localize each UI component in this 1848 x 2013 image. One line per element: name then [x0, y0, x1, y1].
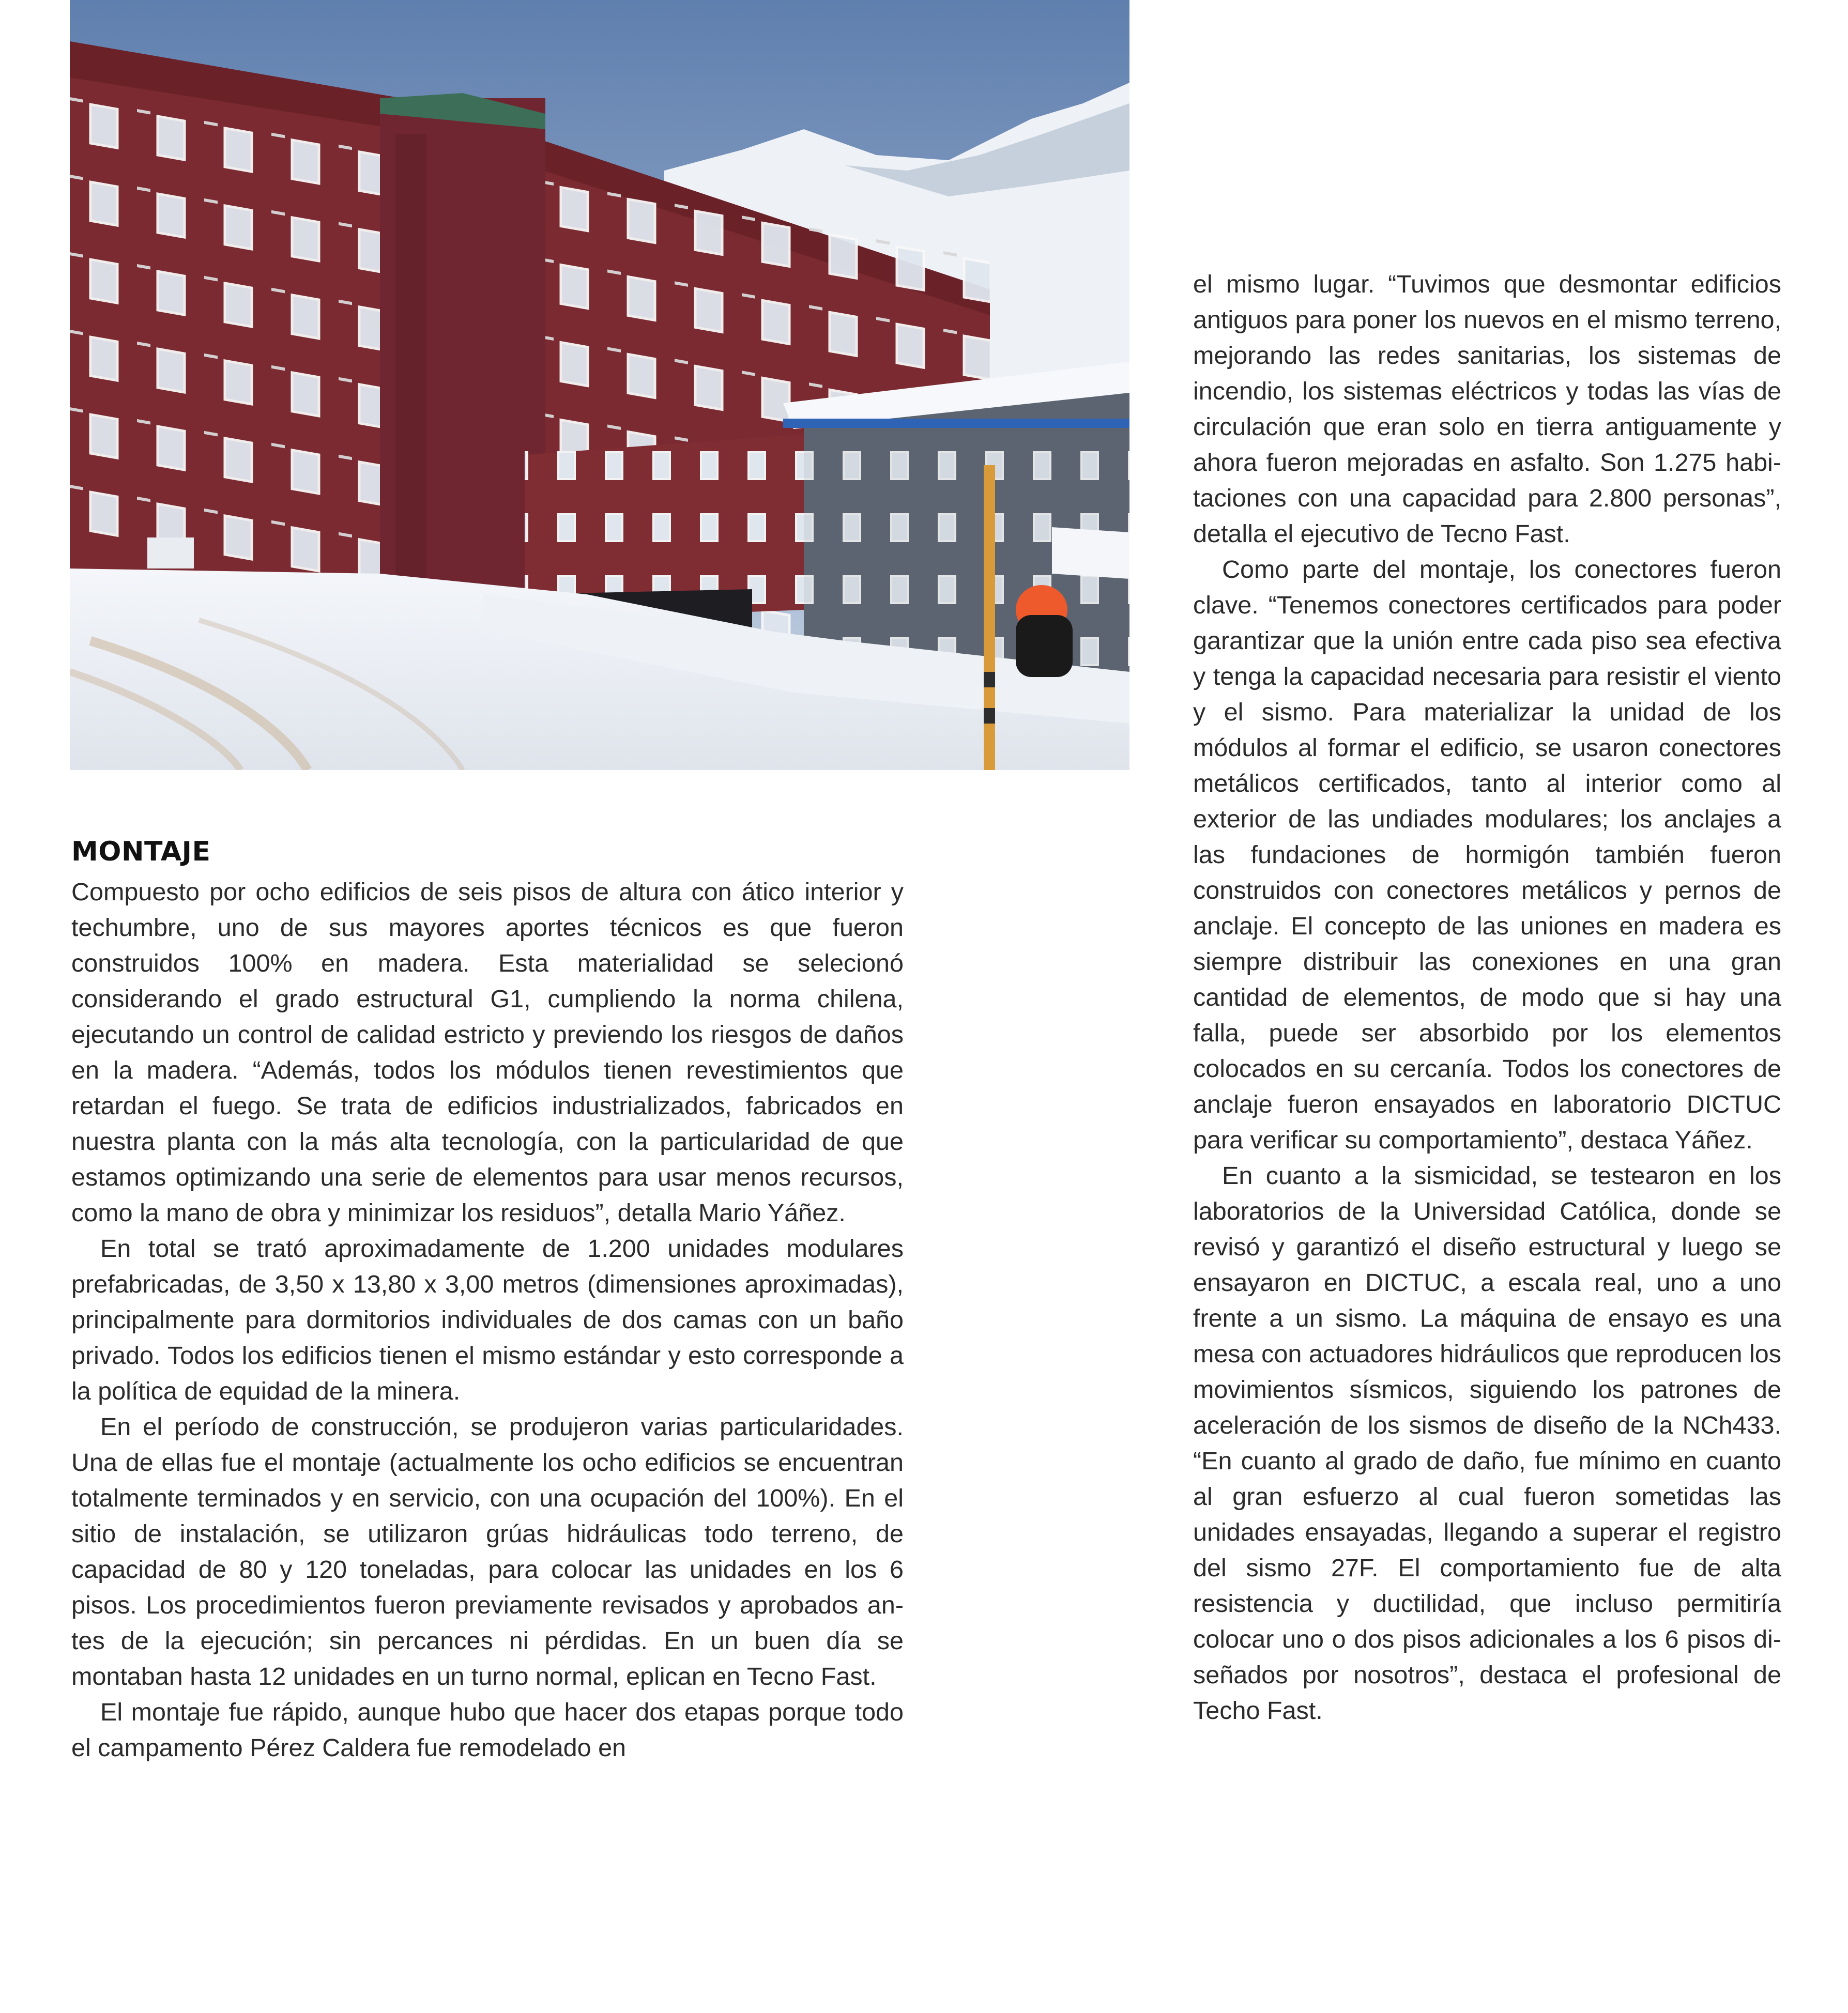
paragraph: El montaje fue rápido, aunque hubo que hacer dos etapas porque todo el campamento Pérez Caldera fue remodelado en — [71, 1698, 904, 1762]
paragraph: En el período de construcción, se produjeron varias particularidades. Una de ellas fue el montaje (actualmente los ocho edificios se encuentran totalmente terminados y en servicio, con una ocupación del 100%). En el sitio de instalación, se utilizaron grúas hidráulicas todo terreno, de capacidad de 80 y 120 toneladas, para colocar las unidades en los 6 pisos. Los procedimientos fueron previamente revisados y aprobados antes de la ejecución; sin percances ni pérdidas. En un buen día se montaban hasta 12 unidades en un turno normal, eplican en Tecno Fast. — [71, 1413, 904, 1691]
paragraph: Como parte del montaje, los conectores fueron clave. “Tenemos conectores certificados para poder garantizar que la unión entre cada piso sea efectiva y tenga la capacidad necesaria para resistir el viento y el sismo. Para materializar la unidad de los módulos al formar el edificio, se usaron conectores metálicos certificados, tanto al interior como al exterior de las undiades modulares; los anclajes a las fundaciones de hormigón también fueron construidos con conectores metálicos y pernos de anclaje. El concepto de las uniones en madera es siempre distribuir las conexiones en una gran cantidad de elementos, de modo que si hay una falla, puede ser absorbido por los elementos colocados en su cercanía. Todos los conectores de anclaje fueron ensayados en laboratorio DICTUC para verificar su comportamiento”, destaca Yáñez. — [1193, 556, 1781, 1154]
paragraph: el mismo lugar. “Tuvimos que desmontar edificios antiguos para poner los nuevos en el mismo terreno, mejorando las redes sanitarias, los sistemas de incendio, los sistemas eléctricos y todas las vías de circulación que eran solo en tierra antiguamente y ahora fueron mejoradas en asfalto. Son 1.275 habitaciones con una capacidad para 2.800 personas”, detalla el ejecutivo de Tecno Fast. — [1193, 270, 1781, 548]
article-photo-illustration — [70, 0, 1129, 770]
section-heading: MONTAJE — [71, 836, 211, 867]
paragraph: Compuesto por ocho edificios de seis pisos de altura con ático interior y techumbre, uno de sus mayores aportes técnicos es que fueron construidos 100% en madera. Esta materialidad se selecionó considerando el grado estructural G1, cumpliendo la norma chilena, ejecutando un control de calidad estricto y previendo los riesgos de daños en la madera. “Además, todos los módulos tienen revestimientos que retardan el fuego. Se trata de edificios industrializados, fabricados en nuestra planta con la más alta tecnología, con la particularidad de que estamos optimizando una serie de elementos para usar menos recursos, como la mano de obra y minimizar los residuos”, detalla Mario Yáñez. — [71, 878, 904, 1227]
paragraph: En cuanto a la sismicidad, se testearon en los laboratorios de la Universidad Católica, donde se revisó y garantizó el diseño estructural y luego se ensayaron en DICTUC, a escala real, uno a uno frente a un sismo. La máquina de ensayo es una mesa con actuadores hidráulicos que reproducen los movimientos sísmicos, siguiendo los patrones de aceleración de los sismos de diseño de la NCh433. “En cuanto al grado de daño, fue mínimo en cuanto al gran esfuerzo al cual fueron sometidas las unidades ensayadas, llegando a superar el registro del sismo 27F. El comportamiento fue de alta resistencia y ductilidad, que incluso permitiría colocar uno o dos pisos adicionales a los 6 pisos diseñados por nosotros”, destaca el profesional de Techo Fast. — [1193, 1162, 1781, 1725]
paragraph: En total se trató aproximadamente de 1.200 unidades modulares prefabricadas, de 3,50 x 13,80 x 3,00 metros (dimensiones aproximadas), principalmente para dormitorios individuales de dos camas con un baño privado. Todos los edificios tienen el mismo estándar y esto corresponde a la política de equidad de la minera. — [71, 1235, 904, 1405]
right-text-column — [1193, 267, 1781, 1729]
left-text-column — [71, 829, 904, 1766]
article-photo — [70, 0, 1129, 770]
